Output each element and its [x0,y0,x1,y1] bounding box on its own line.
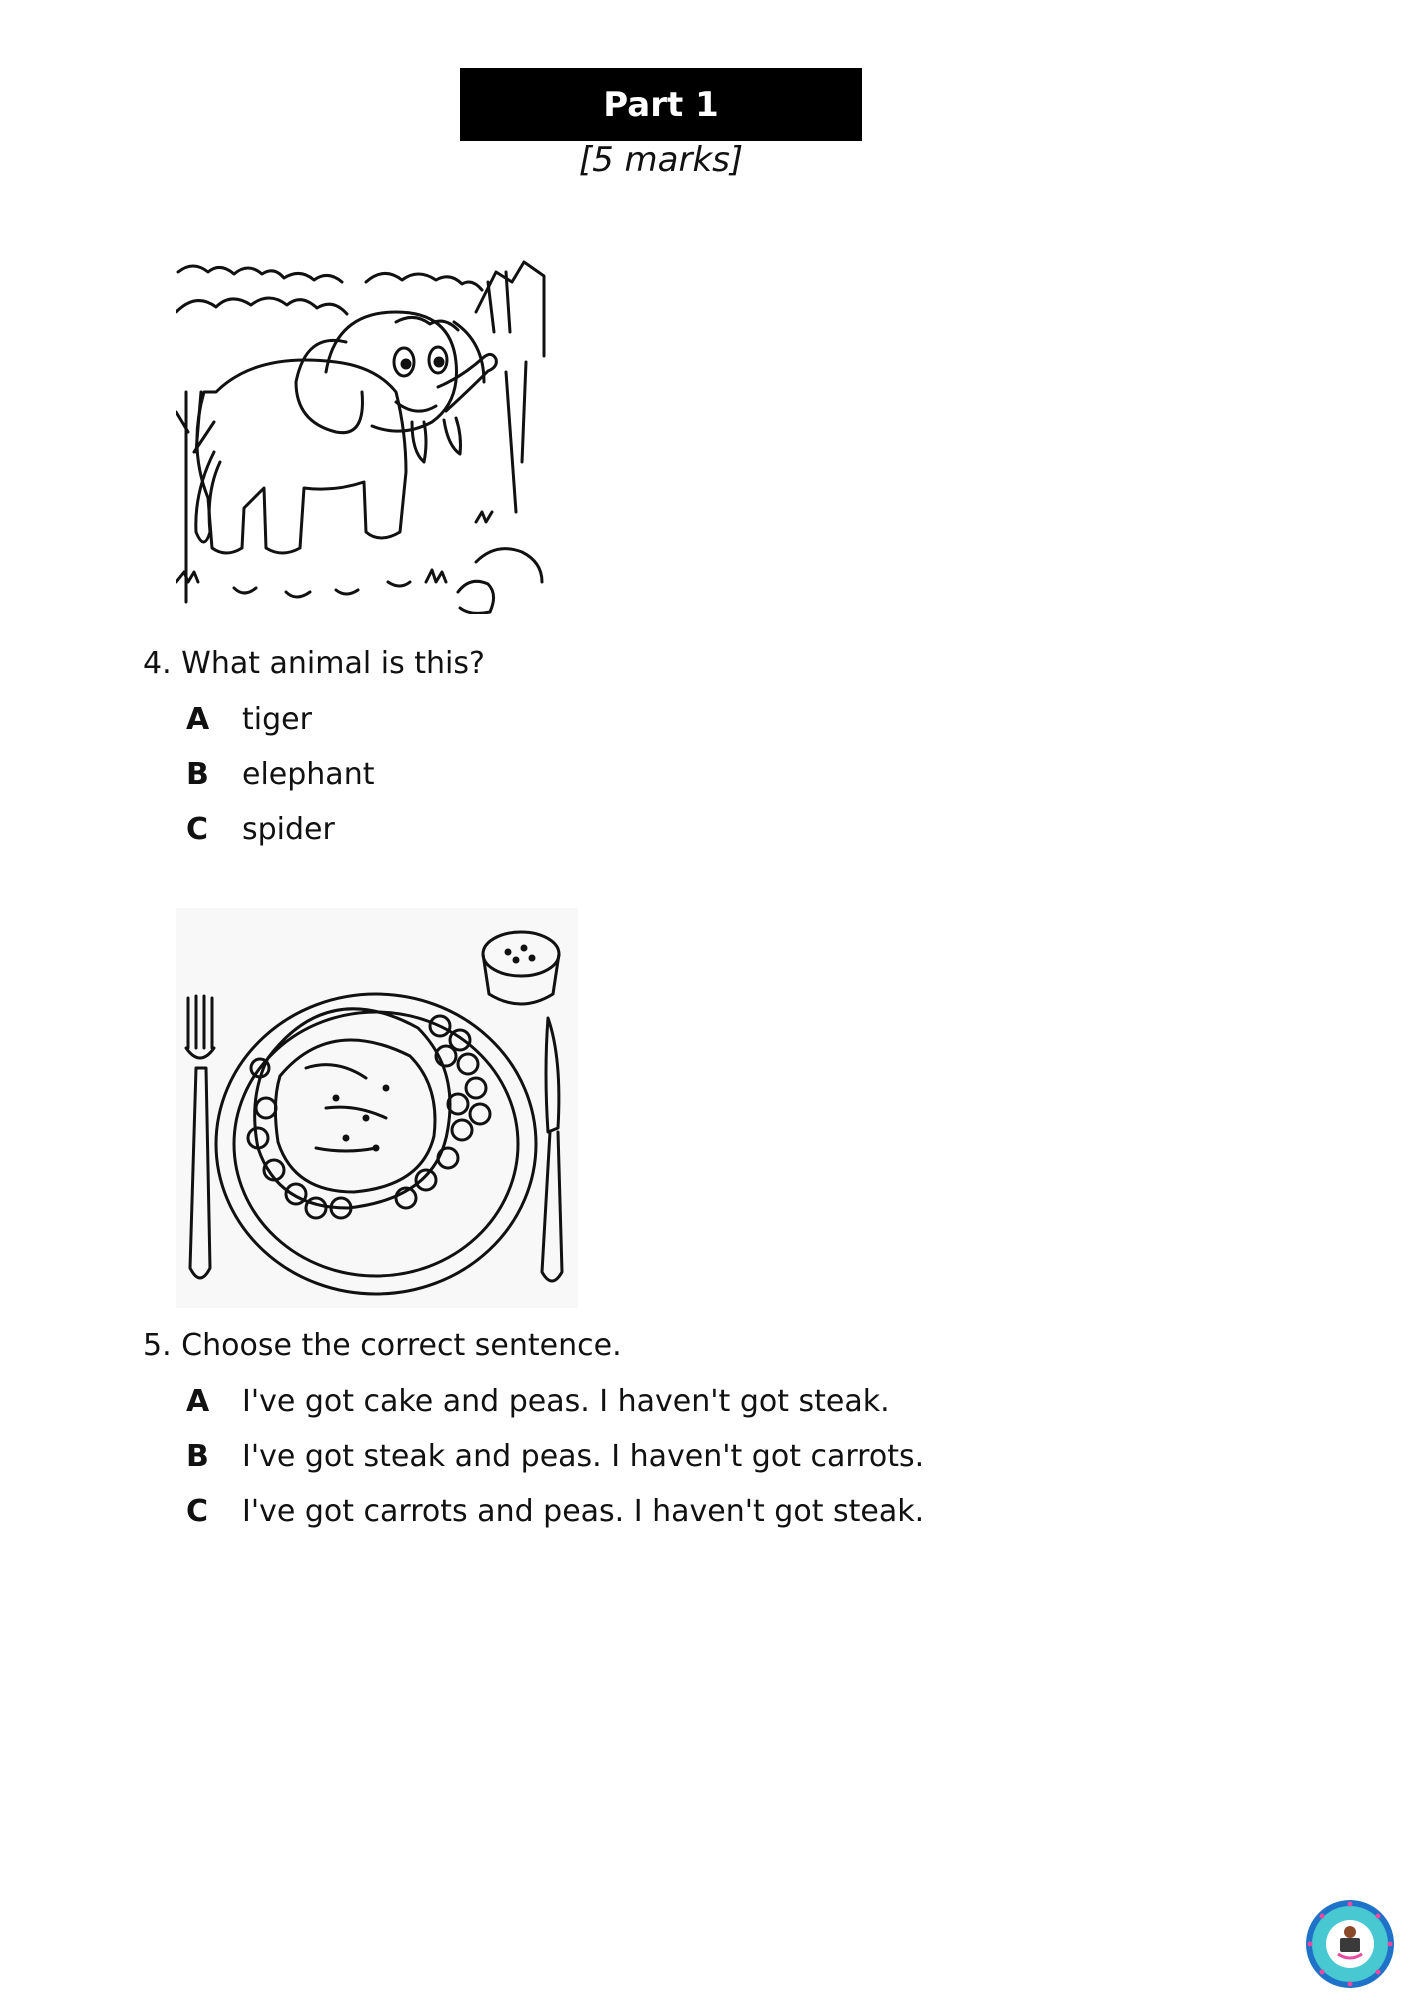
question-5-option-c[interactable] [186,1494,924,1529]
question-5-option-b[interactable] [186,1439,924,1474]
question-4-option-b[interactable] [186,757,374,792]
option-letter: B [186,757,209,792]
option-text: I've got steak and peas. I haven't got carrots. [242,1439,925,1474]
steak-plate-illustration [176,908,578,1308]
option-text: spider [242,812,335,847]
option-text: tiger [242,702,312,737]
elephant-illustration [176,252,546,614]
question-5-prompt: 5. Choose the correct sentence. [143,1328,622,1363]
option-letter: A [186,702,210,737]
question-4-prompt: 4. What animal is this? [143,646,485,681]
option-text: I've got carrots and peas. I haven't got steak. [242,1494,925,1529]
option-letter: B [186,1439,209,1474]
question-5-option-a[interactable] [186,1384,890,1419]
marks-label: [5 marks] [578,140,744,180]
option-letter: C [186,1494,209,1529]
option-letter: C [186,812,209,847]
option-text: I've got cake and peas. I haven't got steak. [242,1384,890,1419]
option-letter: A [186,1384,210,1419]
question-4-option-c[interactable] [186,812,335,847]
option-text: elephant [242,757,375,792]
question-4-option-a[interactable] [186,702,312,737]
part-title: Part 1 [460,68,862,141]
teacher-logo-badge-icon [1304,1898,1396,1990]
